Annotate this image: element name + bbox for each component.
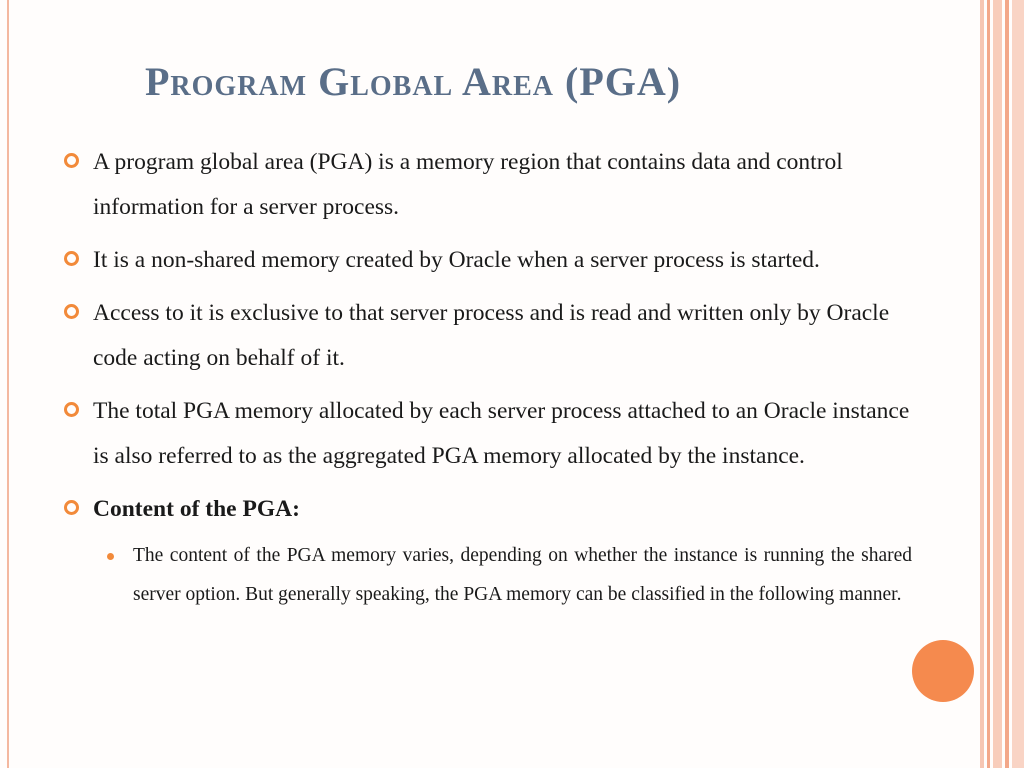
- bullet-item: [64, 389, 912, 479]
- bullet-item-heading: [64, 487, 912, 532]
- bullet-dot-icon: [107, 553, 114, 560]
- sub-bullet-item: [93, 537, 912, 614]
- decorative-stripe: [1005, 0, 1009, 768]
- bullet-text: A program global area (PGA) is a memory region that contains data and control information for a server process.: [93, 149, 843, 220]
- decorative-stripe: [1012, 0, 1024, 768]
- bullet-ring-icon: [64, 304, 79, 319]
- bullet-text: It is a non-shared memory created by Oracle when a server process is started.: [93, 247, 820, 273]
- decorative-stripe: [993, 0, 1002, 768]
- bullet-ring-icon: [64, 153, 79, 168]
- decorative-stripe: [980, 0, 984, 768]
- bullet-item: [64, 140, 912, 230]
- decorative-stripe: [987, 0, 990, 768]
- slide-title: Program Global Area (PGA): [145, 59, 682, 104]
- bullet-item: [64, 291, 912, 381]
- sub-bullet-text: The content of the PGA memory varies, depending on whether the instance is running the shared server option. But generally speaking, the PGA memory can be classified in the following manner.: [133, 545, 912, 605]
- bullet-text: Content of the PGA:: [93, 496, 300, 522]
- bullet-ring-icon: [64, 402, 79, 417]
- slide-content: [64, 140, 912, 614]
- bullet-item: [64, 238, 912, 283]
- decorative-circle: [912, 640, 974, 702]
- left-border-line: [7, 0, 9, 768]
- bullet-text: The total PGA memory allocated by each server process attached to an Oracle instance is also referred to as the aggregated PGA memory allocated by the instance.: [93, 398, 910, 469]
- bullet-text: Access to it is exclusive to that server process and is read and written only by Oracle code acting on behalf of it.: [93, 300, 890, 371]
- bullet-ring-icon: [64, 251, 79, 266]
- bullet-ring-icon: [64, 500, 79, 515]
